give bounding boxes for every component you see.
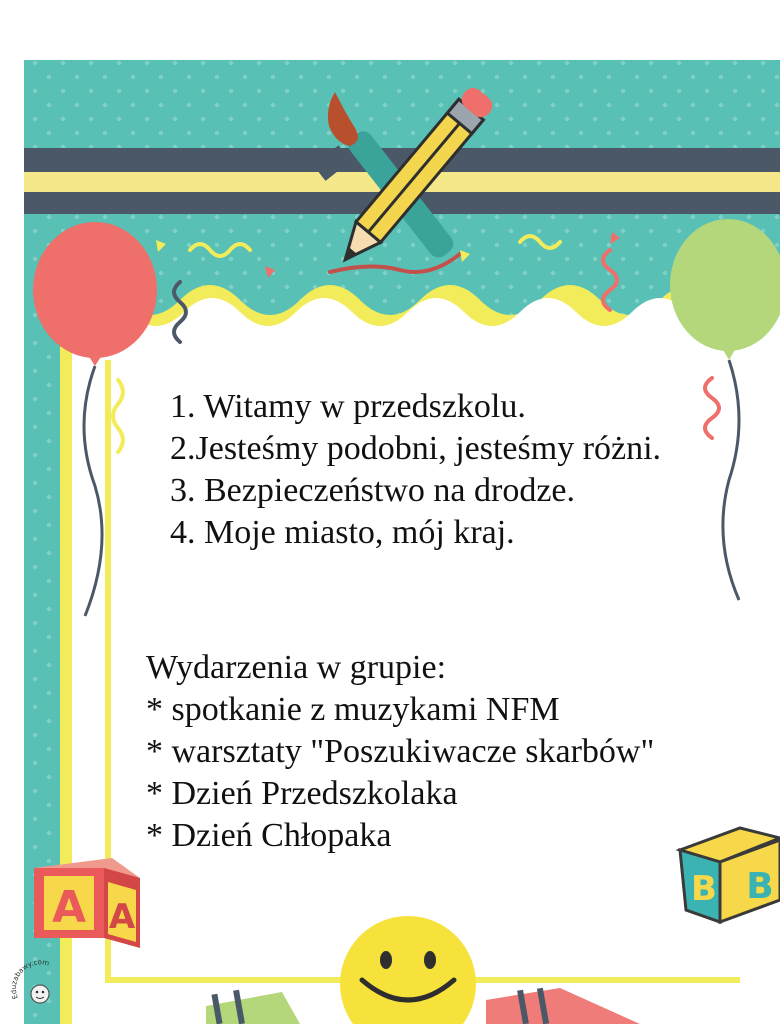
agenda-item: 1. Witamy w przedszkolu. xyxy=(170,388,526,425)
agenda-item: 4. Moje miasto, mój kraj. xyxy=(170,514,515,551)
event-item: * spotkanie z muzykami NFM xyxy=(146,691,560,728)
agenda-item: 3. Bezpieczeństwo na drodze. xyxy=(170,472,575,509)
event-item: * Dzień Przedszkolaka xyxy=(146,775,458,812)
block-letter: B xyxy=(691,869,717,909)
watermark-logo xyxy=(8,954,72,1018)
events-section xyxy=(146,647,654,857)
block-letter: A xyxy=(51,882,87,933)
agenda-item: 2.Jesteśmy podobni, jesteśmy różni. xyxy=(170,430,662,467)
block-letter: A xyxy=(108,897,136,937)
event-item: * Dzień Chłopaka xyxy=(146,817,392,854)
watermark-text: Eduzabawy.com xyxy=(9,958,50,1000)
letter-block-icon xyxy=(34,858,140,948)
agenda-list xyxy=(170,386,661,554)
events-heading: Wydarzenia w grupie: xyxy=(146,649,447,686)
event-item: * warsztaty "Poszukiwacze skarbów" xyxy=(146,733,655,770)
block-letter: B xyxy=(746,866,774,907)
